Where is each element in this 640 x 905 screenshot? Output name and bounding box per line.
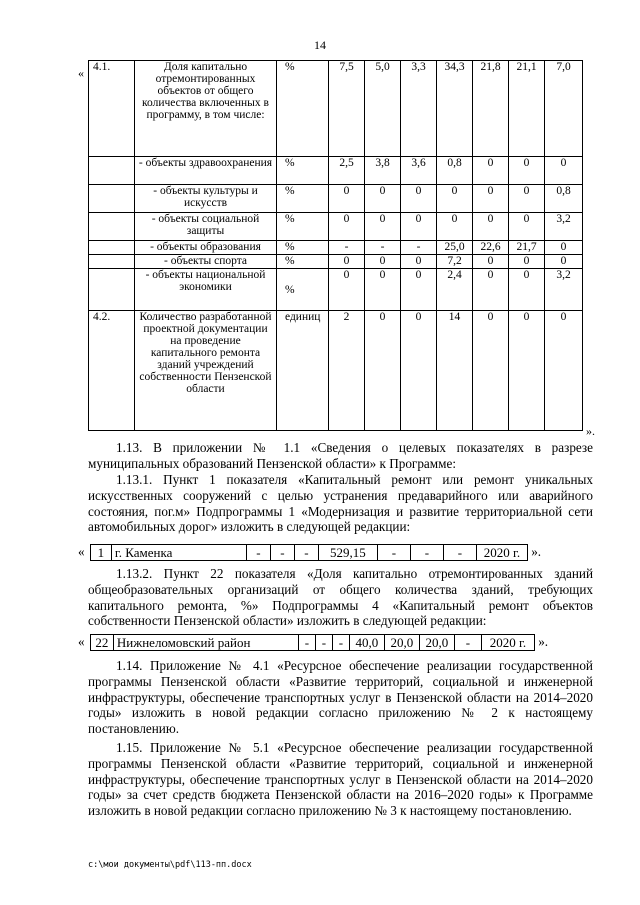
row-value: 7,0 <box>545 61 583 157</box>
row1-open-quote: « <box>78 544 85 559</box>
row-value: 0 <box>545 255 583 269</box>
indicators-table <box>88 60 583 431</box>
table-row <box>89 269 583 311</box>
row1-num: 1 <box>90 545 111 561</box>
row1-cell: - <box>294 545 318 561</box>
row-indicator-name: Доля капитально отремонтированных объектов от общего количества включенных в программу, в том числе: <box>135 61 277 157</box>
row-number: 4.2. <box>89 311 135 431</box>
row1-close-quote: ». <box>531 544 542 559</box>
row2-year: 2020 г. <box>481 635 534 651</box>
row1-cell: - <box>377 545 410 561</box>
table-row <box>89 185 583 213</box>
row-unit: % <box>277 185 329 213</box>
table-row <box>89 255 583 269</box>
row-value: 0 <box>437 185 473 213</box>
row1-cell: - <box>270 545 294 561</box>
table-open-quote: « <box>78 66 84 80</box>
row1-table <box>90 544 528 561</box>
row-indicator-name: - объекты здравоохранения <box>135 157 277 185</box>
row-indicator-name: - объекты национальной экономики <box>135 269 277 311</box>
row1-cell: 529,15 <box>318 545 377 561</box>
row-number <box>89 269 135 311</box>
row-value: 0 <box>509 157 545 185</box>
row-unit: % <box>277 157 329 185</box>
row-value: 3,8 <box>365 157 401 185</box>
paragraph-1-14: 1.14. Приложение № 4.1 «Ресурсное обеспечение реализации государственной программы Пензенской области «Развитие территорий, социальной и инженерной инфраструктуры, обеспечение транспортных услуг в Пензенской области на 2014–2020 годы» изложить в новой редакции согласно приложению № 2 к настоящему постановлению. <box>88 658 593 737</box>
row-indicator-name: Количество разработанной проектной документации на проведение капитального ремонта зданий учреждений собственности Пензенской области <box>135 311 277 431</box>
row-value: 0 <box>329 255 365 269</box>
row-value: 2,4 <box>437 269 473 311</box>
row-number <box>89 213 135 241</box>
row1-year: 2020 г. <box>476 545 527 561</box>
row-value: 0 <box>437 213 473 241</box>
row-value: 0 <box>545 157 583 185</box>
row-value: - <box>401 241 437 255</box>
row-value: 0 <box>365 185 401 213</box>
row-value: 7,2 <box>437 255 473 269</box>
row-value: 0 <box>365 255 401 269</box>
table-row <box>89 213 583 241</box>
row-unit: единиц <box>277 311 329 431</box>
row-value: 0 <box>329 213 365 241</box>
row2-open-quote: « <box>78 634 85 649</box>
row-value: 0 <box>329 185 365 213</box>
row-value: 0,8 <box>545 185 583 213</box>
table-close-quote: ». <box>586 424 595 438</box>
table-row <box>89 157 583 185</box>
row2-num: 22 <box>90 635 113 651</box>
row-value: - <box>329 241 365 255</box>
row-unit: % <box>277 61 329 157</box>
row-unit: % <box>277 255 329 269</box>
row-value: 0 <box>509 213 545 241</box>
page-number: 14 <box>314 38 326 52</box>
table-row <box>89 241 583 255</box>
row-value: 0 <box>509 311 545 431</box>
row1-cell: - <box>410 545 443 561</box>
row2-cell: 40,0 <box>349 635 384 651</box>
file-path-footer: c:\мои документы\pdf\113-пп.docx <box>88 860 252 870</box>
row-indicator-name: - объекты спорта <box>135 255 277 269</box>
row-unit: % <box>277 269 329 311</box>
row-value: 0 <box>329 269 365 311</box>
row1-cell: - <box>443 545 476 561</box>
row-value: 0 <box>545 311 583 431</box>
row-value: 0 <box>473 157 509 185</box>
row-value: 0 <box>365 213 401 241</box>
row1-name: г. Каменка <box>111 545 246 561</box>
row-value: 0 <box>473 269 509 311</box>
row2-cell: 20,0 <box>384 635 419 651</box>
row-unit: % <box>277 213 329 241</box>
row2-cell: - <box>332 635 349 651</box>
row-value: 0,8 <box>437 157 473 185</box>
row-value: 0 <box>365 311 401 431</box>
row-number: 4.1. <box>89 61 135 157</box>
row2-name: Нижнеломовский район <box>113 635 298 651</box>
row-value: 0 <box>509 269 545 311</box>
row-value: 0 <box>401 185 437 213</box>
row-value: 0 <box>509 255 545 269</box>
row-value: 34,3 <box>437 61 473 157</box>
row-kamenka <box>78 544 541 562</box>
row2-cell: 20,0 <box>419 635 454 651</box>
row-number <box>89 157 135 185</box>
row-value: 7,5 <box>329 61 365 157</box>
row-value: 14 <box>437 311 473 431</box>
row-value: 0 <box>473 255 509 269</box>
row-value: 0 <box>473 213 509 241</box>
row2-cell: - <box>454 635 481 651</box>
table-row <box>89 311 583 431</box>
row-value: 0 <box>365 269 401 311</box>
row-value: 2,5 <box>329 157 365 185</box>
row-value: 3,6 <box>401 157 437 185</box>
paragraph-1-13-1: 1.13.1. Пункт 1 показателя «Капитальный ремонт или ремонт уникальных искусственных сооружений с целью устранения предаварийного или аварийного состояния, пог.м» Подпрограммы 1 «Модернизация и развитие территориальной сети автомобильных дорог» изложить в следующей редакции: <box>88 472 593 535</box>
row-value: 0 <box>401 269 437 311</box>
row-indicator-name: - объекты культуры и искусств <box>135 185 277 213</box>
row-value: 0 <box>509 185 545 213</box>
row-indicator-name: - объекты образования <box>135 241 277 255</box>
row2-cell: - <box>298 635 315 651</box>
row-value: 0 <box>401 213 437 241</box>
row-value: 0 <box>473 185 509 213</box>
row-number <box>89 185 135 213</box>
row-value: 5,0 <box>365 61 401 157</box>
row-value: 21,8 <box>473 61 509 157</box>
row-value: 22,6 <box>473 241 509 255</box>
row-unit: % <box>277 241 329 255</box>
row-value: 0 <box>401 255 437 269</box>
row-value: 21,1 <box>509 61 545 157</box>
row-value: 0 <box>473 311 509 431</box>
paragraph-1-13-2: 1.13.2. Пункт 22 показателя «Доля капитально отремонтированных зданий общеобразовательных организаций от общего количества зданий, требующих капитального ремонта, %» Подпрограммы 4 «Капитальный ремонт объектов собственности Пензенской области» изложить в следующей редакции: <box>88 566 593 629</box>
row-value: 2 <box>329 311 365 431</box>
row-nizhnelomovsky <box>78 634 548 652</box>
row-value: 3,2 <box>545 213 583 241</box>
row-value: 0 <box>545 241 583 255</box>
row-indicator-name: - объекты социальной защиты <box>135 213 277 241</box>
row2-cell: - <box>315 635 332 651</box>
row-value: - <box>365 241 401 255</box>
table-row <box>89 61 583 157</box>
row1-cell: - <box>246 545 270 561</box>
paragraph-1-13: 1.13. В приложении № 1.1 «Сведения о целевых показателях в разрезе муниципальных образований Пензенской области» к Программе: <box>88 440 593 471</box>
row-value: 0 <box>401 311 437 431</box>
row-number <box>89 255 135 269</box>
row2-table <box>90 634 535 651</box>
paragraph-1-15: 1.15. Приложение № 5.1 «Ресурсное обеспечение реализации государственной программы Пензенской области «Развитие территорий, социальной и инженерной инфраструктуры, обеспечение транспортных услуг в Пензенской области на 2014–2020 годы» за счет средств бюджета Пензенской области на 2016–2020 годы» к Программе изложить в новой редакции согласно приложению № 3 к настоящему постановлению. <box>88 740 593 819</box>
row-value: 21,7 <box>509 241 545 255</box>
row-value: 25,0 <box>437 241 473 255</box>
row-value: 3,3 <box>401 61 437 157</box>
row-number <box>89 241 135 255</box>
row2-close-quote: ». <box>538 634 549 649</box>
row-value: 3,2 <box>545 269 583 311</box>
